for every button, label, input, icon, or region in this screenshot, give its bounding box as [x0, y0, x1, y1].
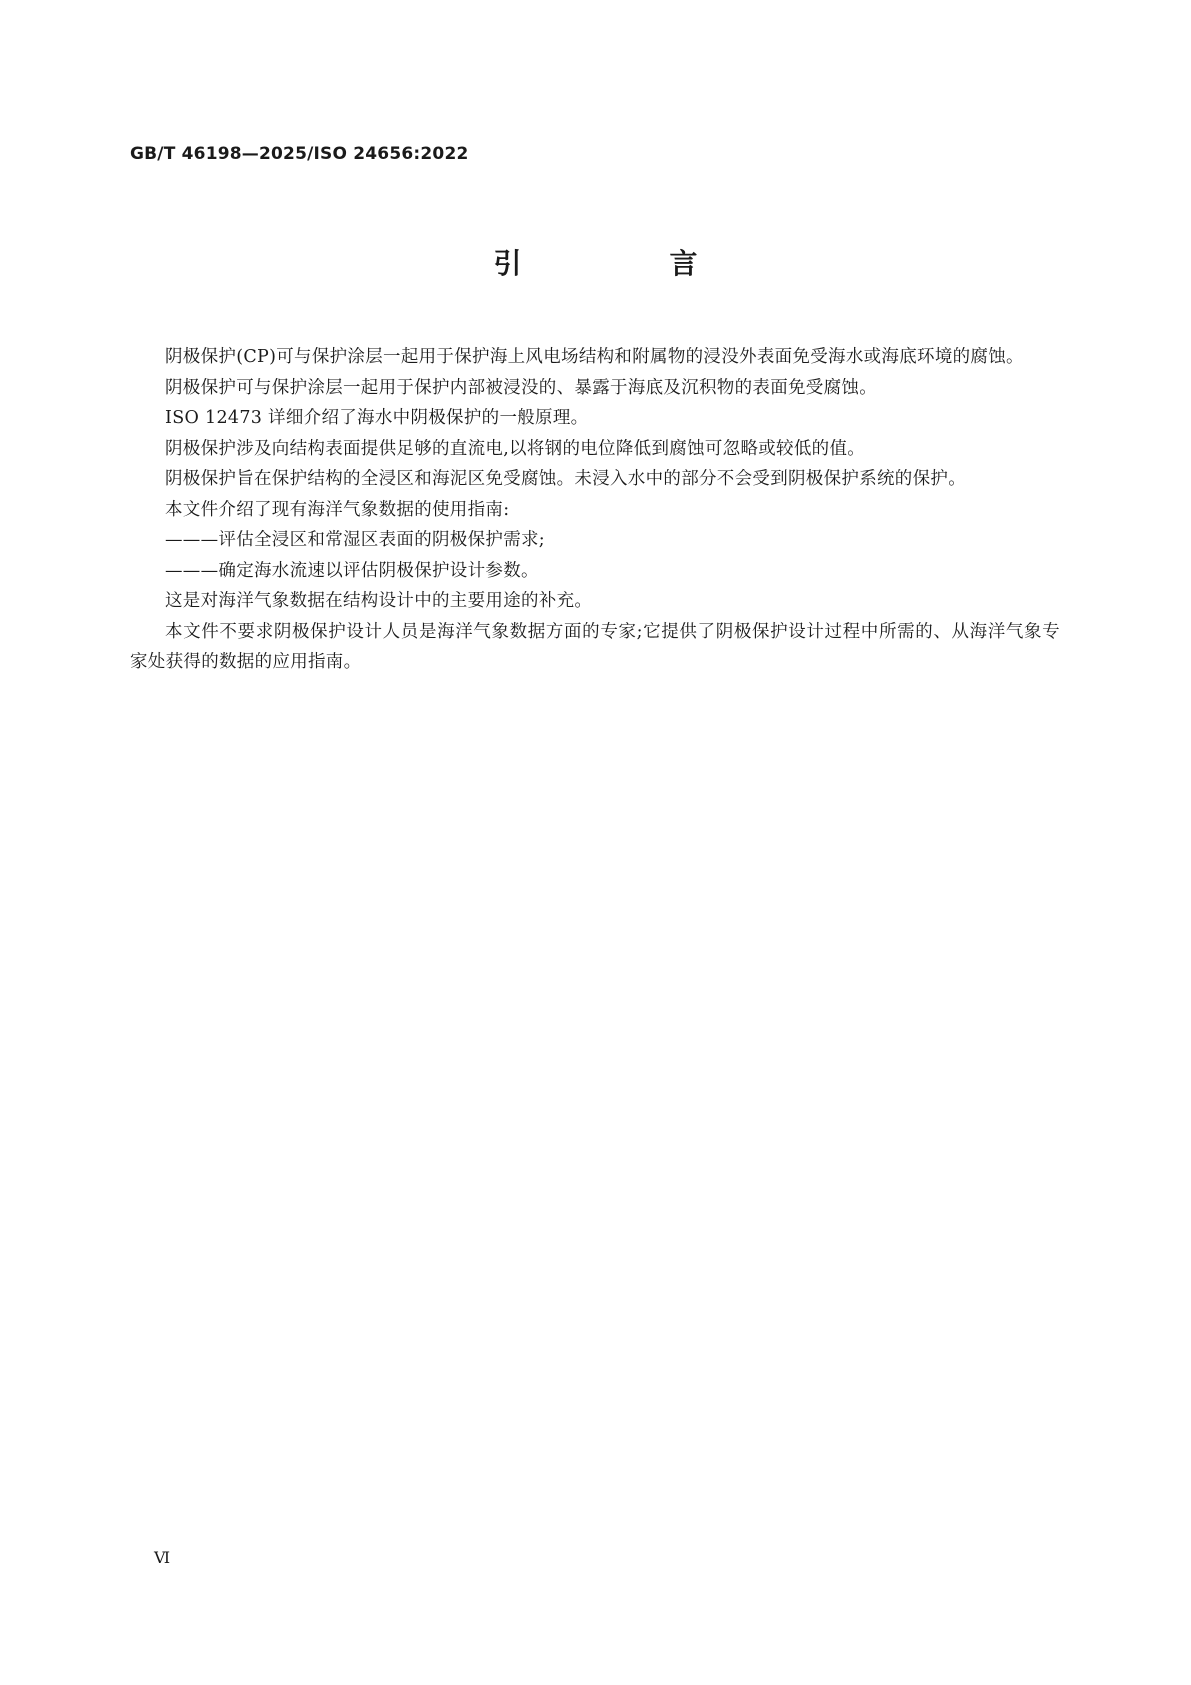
- paragraph: 阴极保护可与保护涂层一起用于保护内部被浸没的、暴露于海底及沉积物的表面免受腐蚀。: [165, 377, 877, 398]
- list-item: ———确定海水流速以评估阴极保护设计参数。: [165, 560, 539, 581]
- body-text: [130, 342, 1060, 678]
- paragraph: 本文件介绍了现有海洋气象数据的使用指南:: [165, 499, 510, 520]
- paragraph: 阴极保护(CP)可与保护涂层一起用于保护海上风电场结构和附属物的浸没外表面免受海水或海底环境的腐蚀。: [165, 347, 1024, 367]
- list-item: ———评估全浸区和常湿区表面的阴极保护需求;: [165, 530, 545, 550]
- page-header: [130, 144, 469, 164]
- paragraph: 阴极保护涉及向结构表面提供足够的直流电,以将钢的电位降低到腐蚀可忽略或较低的值。: [165, 438, 866, 459]
- paragraph: 本文件不要求阴极保护设计人员是海洋气象数据方面的专家;它提供了阴极保护设计过程中所需的、从海洋气象专家处获得的数据的应用指南。: [130, 621, 1060, 672]
- standard-code: GB/T 46198—2025/ISO 24656:2022: [130, 144, 469, 164]
- page-number: Ⅵ: [154, 1548, 171, 1567]
- page-title: 引 言: [493, 247, 758, 280]
- paragraph: ISO 12473 详细介绍了海水中阴极保护的一般原理。: [165, 408, 589, 428]
- paragraph: 这是对海洋气象数据在结构设计中的主要用途的补充。: [165, 591, 593, 611]
- paragraph: 阴极保护旨在保护结构的全浸区和海泥区免受腐蚀。未浸入水中的部分不会受到阴极保护系统的保护。: [165, 469, 966, 489]
